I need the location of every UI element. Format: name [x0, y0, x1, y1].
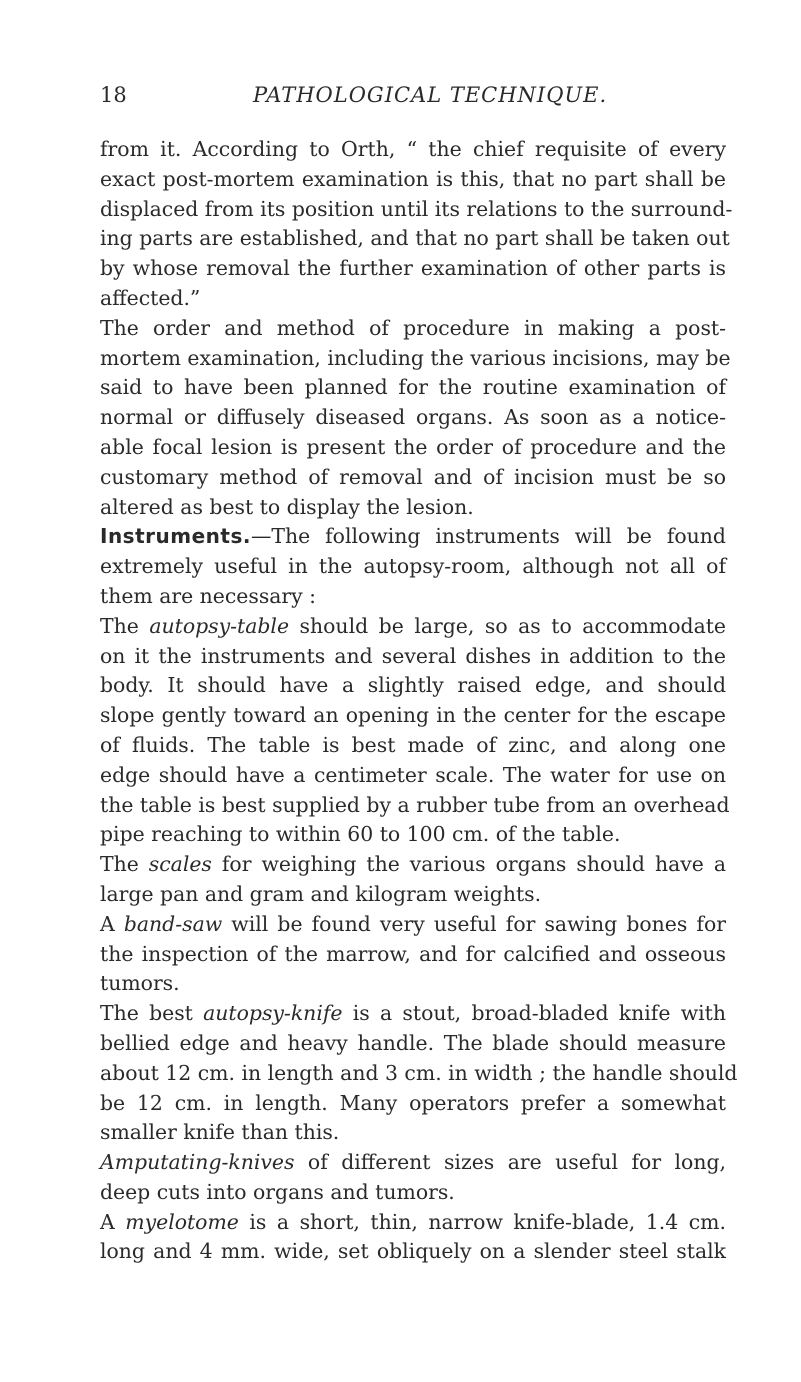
text-line: large pan and gram and kilogram weights. [100, 881, 542, 906]
text-line: mortem examination, including the various incisions, may be [100, 345, 731, 370]
running-title: PATHOLOGICAL TECHNIQUE. [253, 83, 608, 107]
text-line: from it. According to Orth, “ the chief requisite of every [100, 137, 726, 161]
term-band-saw: band-saw [123, 911, 223, 936]
text-line: the table is best supplied by a rubber tube from an overhead [100, 792, 730, 817]
section-heading-line [100, 522, 726, 552]
text-line: extremely useful in the autopsy-room, although not all of [100, 554, 726, 579]
text-line: about 12 cm. in length and 3 cm. in width ; the handle should [100, 1060, 738, 1085]
text-line: body. It should have a slightly raised edge, and should [100, 673, 726, 698]
text-line: said to have been planned for the routine examination of [100, 375, 726, 400]
text-line: able focal lesion is present the order of procedure and the [100, 434, 726, 459]
text-line-italic: Amputating-knives of different sizes are useful for long, [100, 1150, 726, 1175]
section-heading: Instruments. [100, 524, 251, 549]
text-line: long and 4 mm. wide, set obliquely on a slender steel stalk [100, 1239, 726, 1264]
text-line-italic: The best autopsy-knife is a stout, broad-bladed knife with [100, 1001, 727, 1026]
text-line: normal or diffusely diseased organs. As soon as a notice- [100, 405, 726, 430]
text-line-italic: The autopsy-table should be large, so as to accommodate [100, 613, 726, 638]
text-line: displaced from its position until its relations to the surround- [100, 196, 733, 221]
term-amputating-knives: Amputating-knives [100, 1150, 295, 1175]
text-line: bellied edge and heavy handle. The blade should measure [100, 1030, 726, 1055]
text-line: pipe reaching to within 60 to 100 cm. of the table. [100, 822, 621, 847]
text-line: be 12 cm. in length. Many operators prefer a somewhat [100, 1090, 726, 1115]
text-line: customary method of removal and of incision must be so [100, 464, 726, 489]
text-line: affected.” [100, 285, 201, 310]
term-scales: scales [148, 852, 212, 877]
text-line: edge should have a centimeter scale. The water for use on [100, 762, 726, 787]
body-text [100, 135, 738, 1267]
term-autopsy-table: autopsy-table [149, 613, 290, 638]
text-line: tumors. [100, 971, 180, 996]
text-line: by whose removal the further examination of other parts is [100, 256, 726, 281]
text-line-italic: A myelotome is a short, thin, narrow knife-blade, 1.4 cm. [100, 1209, 726, 1234]
text-line: smaller knife than this. [100, 1120, 340, 1145]
text-line: ing parts are established, and that no part shall be taken out [100, 226, 730, 251]
term-autopsy-knife: autopsy-knife [203, 1001, 343, 1026]
text-line: them are necessary : [100, 583, 317, 608]
section-heading-rest: —The following instruments will be found [250, 524, 726, 549]
text-line-italic: A band-saw will be found very useful for sawing bones for [100, 911, 726, 936]
text-line-italic: The scales for weighing the various organs should have a [100, 852, 726, 877]
running-head [100, 80, 726, 110]
text-line: The order and method of procedure in making a post- [100, 315, 726, 340]
text-line: deep cuts into organs and tumors. [100, 1179, 455, 1204]
text-line: slope gently toward an opening in the center for the escape [100, 703, 726, 728]
text-line: of fluids. The table is best made of zinc, and along one [100, 732, 726, 757]
page-number: 18 [100, 83, 127, 107]
term-myelotome: myelotome [125, 1209, 239, 1234]
text-line: altered as best to display the lesion. [100, 494, 474, 519]
text-line: the inspection of the marrow, and for calcified and osseous [100, 941, 726, 966]
text-line: on it the instruments and several dishes in addition to the [100, 643, 726, 668]
text-line: exact post-mortem examination is this, that no part shall be [100, 166, 726, 191]
